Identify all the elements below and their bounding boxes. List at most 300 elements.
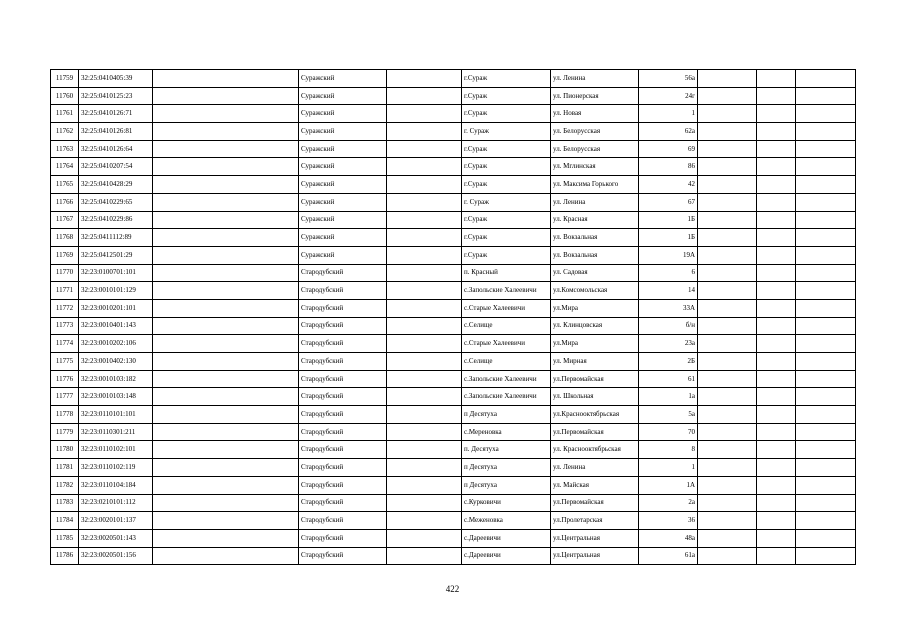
- cell-locality: п Десятуха: [462, 459, 551, 477]
- cell-cadastral-number: 32:23:0010103:148: [79, 388, 153, 406]
- cell-empty: [757, 406, 796, 424]
- cell-house: 1а: [639, 388, 698, 406]
- cell-locality: г.Сураж: [462, 211, 551, 229]
- cell-empty: [757, 176, 796, 194]
- cell-locality: п Десятуха: [462, 406, 551, 424]
- cell-empty: [698, 70, 757, 88]
- cell-district: Стародубский: [299, 388, 387, 406]
- cell-empty: [698, 494, 757, 512]
- cell-empty: [153, 282, 299, 300]
- cell-number: 11763: [51, 140, 79, 158]
- cell-cadastral-number: 32:23:0110102:119: [79, 459, 153, 477]
- cell-empty: [698, 282, 757, 300]
- cell-number: 11783: [51, 494, 79, 512]
- cell-cadastral-number: 32:25:0410428:29: [79, 176, 153, 194]
- cell-empty: [698, 512, 757, 530]
- cell-street: ул. Ленина: [551, 193, 639, 211]
- table-row: [51, 476, 856, 494]
- cell-empty: [387, 441, 462, 459]
- cell-empty: [796, 547, 856, 565]
- cell-empty: [757, 370, 796, 388]
- cell-cadastral-number: 32:23:0020501:143: [79, 529, 153, 547]
- cell-empty: [796, 211, 856, 229]
- cell-empty: [387, 299, 462, 317]
- cell-district: Стародубский: [299, 459, 387, 477]
- cell-locality: с.Селище: [462, 317, 551, 335]
- cell-empty: [757, 459, 796, 477]
- cell-empty: [387, 264, 462, 282]
- cell-cadastral-number: 32:23:0020101:137: [79, 512, 153, 530]
- cell-number: 11765: [51, 176, 79, 194]
- cell-empty: [698, 246, 757, 264]
- cell-empty: [796, 335, 856, 353]
- cell-street: ул. Красная: [551, 211, 639, 229]
- cell-empty: [387, 459, 462, 477]
- page-number: 422: [445, 584, 460, 594]
- cell-empty: [796, 158, 856, 176]
- cell-empty: [757, 335, 796, 353]
- cell-empty: [153, 123, 299, 141]
- cell-empty: [153, 512, 299, 530]
- cell-empty: [387, 105, 462, 123]
- cell-cadastral-number: 32:23:0110101:101: [79, 406, 153, 424]
- cell-cadastral-number: 32:25:0410125:23: [79, 87, 153, 105]
- cell-street: ул.Центральная: [551, 529, 639, 547]
- cell-empty: [698, 87, 757, 105]
- cell-cadastral-number: 32:25:0412501:29: [79, 246, 153, 264]
- cell-district: Стародубский: [299, 441, 387, 459]
- cell-house: 33А: [639, 299, 698, 317]
- cell-number: 11773: [51, 317, 79, 335]
- cell-empty: [153, 229, 299, 247]
- table-row: [51, 70, 856, 88]
- cell-street: ул. Пионерская: [551, 87, 639, 105]
- cell-empty: [796, 476, 856, 494]
- cell-empty: [698, 264, 757, 282]
- cell-number: 11771: [51, 282, 79, 300]
- cell-empty: [796, 494, 856, 512]
- cell-empty: [387, 282, 462, 300]
- cell-house: б/н: [639, 317, 698, 335]
- cell-empty: [153, 246, 299, 264]
- cell-house: 69: [639, 140, 698, 158]
- table-row: [51, 158, 856, 176]
- cell-empty: [796, 282, 856, 300]
- cell-number: 11778: [51, 406, 79, 424]
- cell-empty: [387, 87, 462, 105]
- cell-empty: [387, 388, 462, 406]
- cell-empty: [698, 335, 757, 353]
- cell-locality: г.Сураж: [462, 229, 551, 247]
- cell-street: ул.Красноoктябрьская: [551, 406, 639, 424]
- cell-number: 11772: [51, 299, 79, 317]
- cell-street: ул.Первомайская: [551, 370, 639, 388]
- cell-empty: [796, 105, 856, 123]
- cell-number: 11779: [51, 423, 79, 441]
- cell-house: 48а: [639, 529, 698, 547]
- cell-street: ул. Новая: [551, 105, 639, 123]
- cell-empty: [698, 123, 757, 141]
- cell-empty: [153, 70, 299, 88]
- cell-empty: [153, 211, 299, 229]
- cell-district: Стародубский: [299, 282, 387, 300]
- cell-empty: [757, 494, 796, 512]
- cell-empty: [153, 353, 299, 371]
- table-row: [51, 176, 856, 194]
- cell-empty: [757, 529, 796, 547]
- cell-empty: [698, 140, 757, 158]
- table-row: [51, 529, 856, 547]
- cell-number: 11781: [51, 459, 79, 477]
- cell-district: Стародубский: [299, 494, 387, 512]
- table-row: [51, 87, 856, 105]
- cell-cadastral-number: 32:23:0010401:143: [79, 317, 153, 335]
- cell-empty: [153, 158, 299, 176]
- cell-empty: [796, 264, 856, 282]
- cell-number: 11786: [51, 547, 79, 565]
- cell-empty: [757, 123, 796, 141]
- cell-empty: [387, 547, 462, 565]
- cell-street: ул. Мирная: [551, 353, 639, 371]
- cell-empty: [698, 105, 757, 123]
- cell-district: Суражский: [299, 246, 387, 264]
- cell-empty: [698, 476, 757, 494]
- cell-house: 62а: [639, 123, 698, 141]
- cell-cadastral-number: 32:23:0010101:129: [79, 282, 153, 300]
- cell-street: ул.Комсомольская: [551, 282, 639, 300]
- cell-street: ул. Красноoктябрьская: [551, 441, 639, 459]
- table-row: [51, 353, 856, 371]
- cell-empty: [757, 353, 796, 371]
- cell-empty: [757, 229, 796, 247]
- cell-street: ул. Вокзальная: [551, 229, 639, 247]
- cell-locality: с.Старые Халеевичи: [462, 299, 551, 317]
- cell-district: Стародубский: [299, 299, 387, 317]
- cell-district: Суражский: [299, 70, 387, 88]
- cell-district: Суражский: [299, 123, 387, 141]
- cell-house: 42: [639, 176, 698, 194]
- cell-street: ул. Максима Горького: [551, 176, 639, 194]
- cell-locality: с.Запольские Халеевичи: [462, 388, 551, 406]
- cell-street: ул. Вокзальная: [551, 246, 639, 264]
- cell-empty: [757, 193, 796, 211]
- cell-empty: [387, 229, 462, 247]
- cell-empty: [796, 370, 856, 388]
- cell-empty: [796, 70, 856, 88]
- cell-district: Суражский: [299, 211, 387, 229]
- cell-empty: [153, 547, 299, 565]
- cell-house: 2а: [639, 494, 698, 512]
- cell-number: 11766: [51, 193, 79, 211]
- cell-locality: г. Сураж: [462, 193, 551, 211]
- cell-empty: [698, 317, 757, 335]
- cell-street: ул.Пролетарская: [551, 512, 639, 530]
- cell-number: 11782: [51, 476, 79, 494]
- cell-house: 5а: [639, 406, 698, 424]
- cell-number: 11784: [51, 512, 79, 530]
- cell-locality: г. Сураж: [462, 123, 551, 141]
- cell-empty: [757, 388, 796, 406]
- cell-empty: [387, 494, 462, 512]
- cell-empty: [698, 388, 757, 406]
- cell-locality: г.Сураж: [462, 176, 551, 194]
- table-row: [51, 388, 856, 406]
- cell-cadastral-number: 32:23:0010202:106: [79, 335, 153, 353]
- cell-cadastral-number: 32:23:0010103:182: [79, 370, 153, 388]
- cell-empty: [387, 246, 462, 264]
- cell-locality: с.Меженовка: [462, 512, 551, 530]
- cell-street: ул. Школьная: [551, 388, 639, 406]
- cell-empty: [387, 176, 462, 194]
- cell-house: 1Б: [639, 211, 698, 229]
- cell-house: 1: [639, 459, 698, 477]
- cell-house: 1Б: [639, 229, 698, 247]
- cell-locality: с.Курковичи: [462, 494, 551, 512]
- cell-empty: [796, 87, 856, 105]
- cell-empty: [153, 441, 299, 459]
- cell-empty: [153, 529, 299, 547]
- cell-district: Суражский: [299, 229, 387, 247]
- table-row: [51, 423, 856, 441]
- cell-cadastral-number: 32:23:0010201:101: [79, 299, 153, 317]
- cell-number: 11774: [51, 335, 79, 353]
- cell-empty: [796, 229, 856, 247]
- cell-empty: [698, 406, 757, 424]
- cell-district: Стародубский: [299, 335, 387, 353]
- cell-district: Стародубский: [299, 264, 387, 282]
- cell-empty: [387, 140, 462, 158]
- cell-street: ул.Мира: [551, 299, 639, 317]
- cell-empty: [698, 529, 757, 547]
- cell-empty: [153, 193, 299, 211]
- cell-empty: [387, 335, 462, 353]
- cell-house: 56а: [639, 70, 698, 88]
- cell-empty: [796, 512, 856, 530]
- cell-empty: [698, 176, 757, 194]
- cell-empty: [698, 211, 757, 229]
- cell-empty: [153, 87, 299, 105]
- cell-locality: с.Мереновка: [462, 423, 551, 441]
- cell-empty: [153, 176, 299, 194]
- table-body: [51, 70, 856, 565]
- cell-district: Стародубский: [299, 370, 387, 388]
- cell-street: ул. Белорусская: [551, 123, 639, 141]
- cell-empty: [153, 105, 299, 123]
- cell-locality: п Десятуха: [462, 476, 551, 494]
- cell-empty: [757, 317, 796, 335]
- cell-empty: [153, 264, 299, 282]
- cell-house: 14: [639, 282, 698, 300]
- table-row: [51, 547, 856, 565]
- table-row: [51, 299, 856, 317]
- cell-house: 67: [639, 193, 698, 211]
- cell-number: 11785: [51, 529, 79, 547]
- cell-empty: [698, 299, 757, 317]
- table-row: [51, 406, 856, 424]
- cell-empty: [796, 529, 856, 547]
- cell-empty: [698, 158, 757, 176]
- table-row: [51, 494, 856, 512]
- cell-number: 11762: [51, 123, 79, 141]
- cell-number: 11769: [51, 246, 79, 264]
- cell-district: Стародубский: [299, 353, 387, 371]
- cell-house: 61: [639, 370, 698, 388]
- cell-locality: с.Запольские Халеевичи: [462, 282, 551, 300]
- cell-empty: [387, 353, 462, 371]
- cell-locality: с.Дареевичи: [462, 529, 551, 547]
- cell-empty: [387, 370, 462, 388]
- cell-empty: [698, 370, 757, 388]
- cell-locality: с.Старые Халеевичи: [462, 335, 551, 353]
- cell-locality: г.Сураж: [462, 70, 551, 88]
- cell-empty: [796, 317, 856, 335]
- cell-empty: [796, 193, 856, 211]
- cell-house: 23а: [639, 335, 698, 353]
- table-row: [51, 193, 856, 211]
- cell-empty: [153, 317, 299, 335]
- cell-number: 11775: [51, 353, 79, 371]
- cell-district: Суражский: [299, 105, 387, 123]
- cell-cadastral-number: 32:23:0100701:101: [79, 264, 153, 282]
- cell-locality: с.Запольские Халеевичи: [462, 370, 551, 388]
- cell-empty: [698, 459, 757, 477]
- cell-house: 6: [639, 264, 698, 282]
- cell-empty: [757, 140, 796, 158]
- cell-district: Стародубский: [299, 512, 387, 530]
- cell-district: Суражский: [299, 140, 387, 158]
- cell-empty: [698, 193, 757, 211]
- cell-empty: [153, 476, 299, 494]
- table-row: [51, 229, 856, 247]
- cell-district: Суражский: [299, 158, 387, 176]
- cell-empty: [387, 70, 462, 88]
- cell-street: ул. Ленина: [551, 459, 639, 477]
- cell-street: ул. Майская: [551, 476, 639, 494]
- cell-cadastral-number: 32:23:0110301:211: [79, 423, 153, 441]
- cell-number: 11770: [51, 264, 79, 282]
- cell-number: 11760: [51, 87, 79, 105]
- cell-number: 11777: [51, 388, 79, 406]
- cell-locality: г.Сураж: [462, 87, 551, 105]
- cell-street: ул. Мглинская: [551, 158, 639, 176]
- cell-street: ул.Центральная: [551, 547, 639, 565]
- cell-empty: [757, 246, 796, 264]
- cell-empty: [796, 353, 856, 371]
- cell-district: Суражский: [299, 193, 387, 211]
- cell-house: 70: [639, 423, 698, 441]
- cell-empty: [757, 512, 796, 530]
- cell-empty: [757, 441, 796, 459]
- cell-empty: [153, 140, 299, 158]
- cell-locality: с.Селище: [462, 353, 551, 371]
- cell-empty: [757, 476, 796, 494]
- table-row: [51, 370, 856, 388]
- cell-number: 11761: [51, 105, 79, 123]
- cell-empty: [757, 547, 796, 565]
- cell-empty: [796, 423, 856, 441]
- table-row: [51, 246, 856, 264]
- cell-empty: [757, 105, 796, 123]
- cell-locality: п. Десятуха: [462, 441, 551, 459]
- cell-house: 2Б: [639, 353, 698, 371]
- table-row: [51, 317, 856, 335]
- cell-house: 1: [639, 105, 698, 123]
- cell-street: ул. Клинцовская: [551, 317, 639, 335]
- cell-number: 11764: [51, 158, 79, 176]
- cell-cadastral-number: 32:25:0410229:86: [79, 211, 153, 229]
- cell-number: 11776: [51, 370, 79, 388]
- table-row: [51, 211, 856, 229]
- cell-house: 61а: [639, 547, 698, 565]
- cell-empty: [153, 335, 299, 353]
- cell-district: Стародубский: [299, 529, 387, 547]
- cell-empty: [153, 459, 299, 477]
- cell-locality: с.Дареевичи: [462, 547, 551, 565]
- cell-empty: [387, 423, 462, 441]
- cell-street: ул. Белорусская: [551, 140, 639, 158]
- cell-cadastral-number: 32:23:0110104:184: [79, 476, 153, 494]
- cell-district: Стародубский: [299, 547, 387, 565]
- table-row: [51, 264, 856, 282]
- cell-number: 11780: [51, 441, 79, 459]
- cell-empty: [698, 353, 757, 371]
- cell-street: ул. Ленина: [551, 70, 639, 88]
- cell-empty: [387, 193, 462, 211]
- table-row: [51, 441, 856, 459]
- cell-empty: [796, 299, 856, 317]
- cell-cadastral-number: 32:25:0411112:89: [79, 229, 153, 247]
- cell-locality: г.Сураж: [462, 246, 551, 264]
- cell-empty: [387, 406, 462, 424]
- cell-locality: г.Сураж: [462, 140, 551, 158]
- cell-house: 36: [639, 512, 698, 530]
- cell-empty: [796, 140, 856, 158]
- cell-locality: г.Сураж: [462, 105, 551, 123]
- cell-cadastral-number: 32:25:0410405:39: [79, 70, 153, 88]
- cell-cadastral-number: 32:25:0410126:81: [79, 123, 153, 141]
- cell-locality: п. Красный: [462, 264, 551, 282]
- cell-number: 11759: [51, 70, 79, 88]
- cell-cadastral-number: 32:23:0010402:130: [79, 353, 153, 371]
- cell-empty: [387, 211, 462, 229]
- cell-empty: [796, 388, 856, 406]
- table-row: [51, 512, 856, 530]
- cell-street: ул. Садовая: [551, 264, 639, 282]
- cell-empty: [757, 158, 796, 176]
- cell-house: 8: [639, 441, 698, 459]
- cell-empty: [757, 423, 796, 441]
- table-row: [51, 282, 856, 300]
- cell-district: Суражский: [299, 87, 387, 105]
- cell-district: Стародубский: [299, 476, 387, 494]
- cell-house: 24г: [639, 87, 698, 105]
- cell-empty: [698, 441, 757, 459]
- table-row: [51, 140, 856, 158]
- cell-district: Стародубский: [299, 406, 387, 424]
- cell-cadastral-number: 32:25:0410207:54: [79, 158, 153, 176]
- cell-street: ул.Первомайская: [551, 494, 639, 512]
- cell-number: 11768: [51, 229, 79, 247]
- table-row: [51, 123, 856, 141]
- cell-empty: [757, 282, 796, 300]
- cell-empty: [387, 123, 462, 141]
- cell-empty: [796, 459, 856, 477]
- cell-empty: [153, 299, 299, 317]
- cell-house: 86: [639, 158, 698, 176]
- cell-empty: [796, 123, 856, 141]
- cell-empty: [387, 317, 462, 335]
- cell-empty: [387, 158, 462, 176]
